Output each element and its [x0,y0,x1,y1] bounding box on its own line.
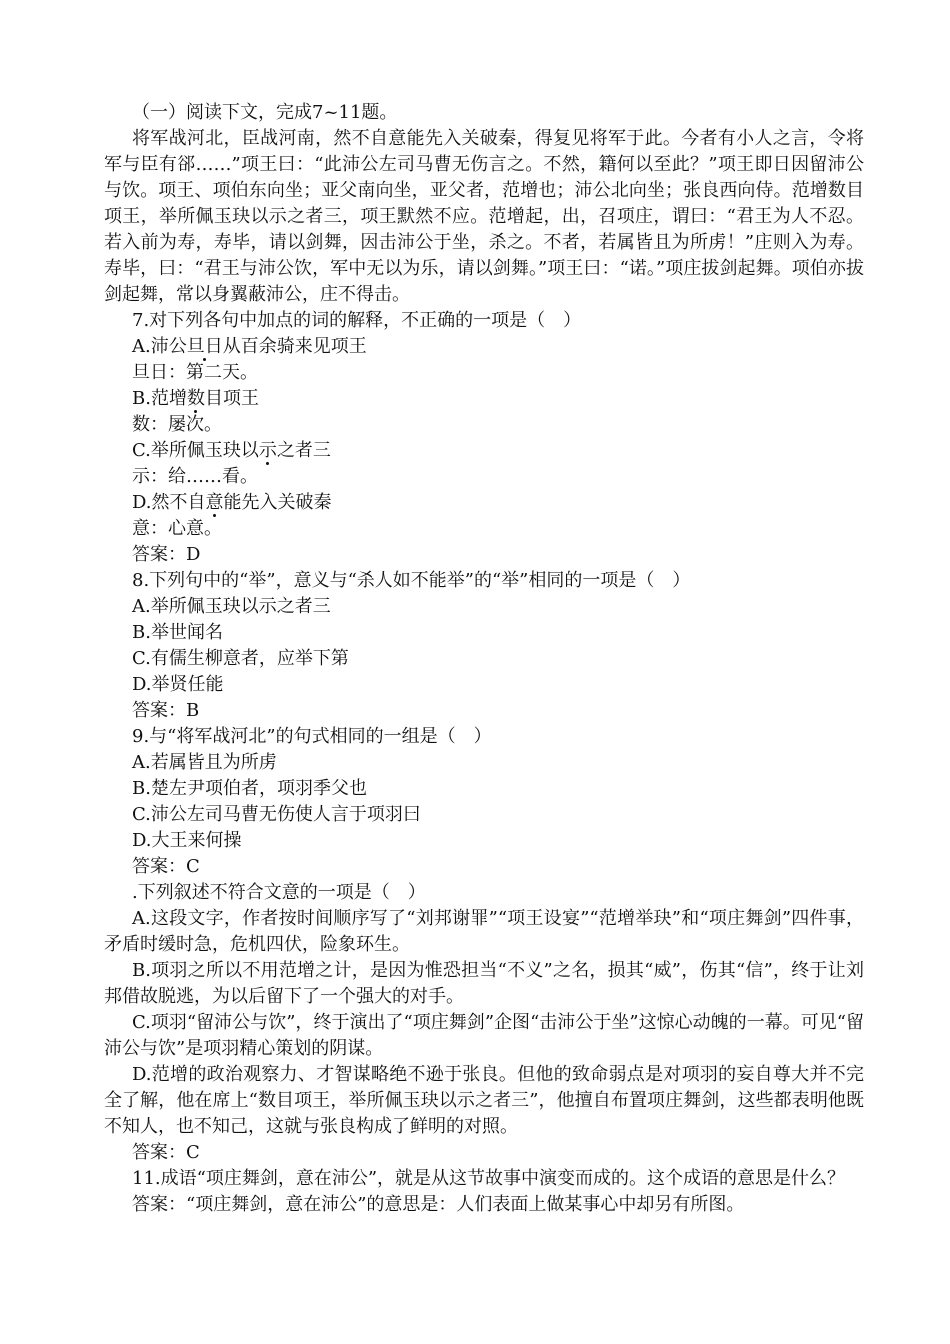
option-text: C.举所佩玉玦以 [132,440,259,461]
q9-answer: 答案：C [132,856,200,877]
q7-stem: 7.对下列各句中加点的词的解释，不正确的一项是（ ） [132,310,582,331]
q7-answer: 答案：D [132,544,201,565]
option-text: A.沛公 [132,336,187,357]
q7-explanation-d: 意：心意。 [132,518,222,539]
dotted-word: 旦日 [186,336,223,357]
dotted-word: 数 [186,388,205,409]
q7-option-d [104,490,864,516]
q9-option-b: B.楚左尹项伯者，项羽季父也 [132,778,367,799]
q11-stem: 11.成语“项庄舞剑，意在沛公”，就是从这节故事中演变而成的。这个成语的意思是什么？ [132,1168,846,1189]
q7-explanation-c: 示：给……看。 [132,466,258,487]
option-text: 目项王 [204,388,259,409]
q9-option-c: C.沛公左司马曹无伤使人言于项羽曰 [132,804,421,825]
q7-option-c [104,438,864,464]
q7-explanation-b: 数：屡次。 [132,414,222,435]
q9-stem: 9.与“将军战河北”的句式相同的一组是（ ） [132,726,492,747]
option-text: 从百余骑来见项王 [222,336,367,357]
q7-option-a [104,334,864,360]
q7-option-b [104,386,864,412]
q8-stem: 8.下列句中的“举”，意义与“杀人如不能举”的“举”相同的一项是（ ） [132,570,691,591]
q9-option-a: A.若属皆且为所虏 [132,752,277,773]
q10-stem: .下列叙述不符合文意的一项是（ ） [132,882,426,903]
option-text: 之者三 [276,440,331,461]
q8-option-a: A.举所佩玉玦以示之者三 [132,596,331,617]
q9-option-d: D.大王来何操 [132,830,242,851]
q10-option-a: A.这段文字，作者按时间顺序写了“刘邦谢罪”“项王设宴”“范增举玦”和“项庄舞剑”四件事，矛盾时缓时急，危机四伏，险象环生。 [104,908,864,955]
option-text: D.然不自 [132,492,206,513]
option-text: 能先入关破秦 [223,492,332,513]
section-heading: （一）阅读下文，完成7~11题。 [132,102,398,123]
q10-option-d: D.范增的政治观察力、才智谋略绝不逊于张良。但他的致命弱点是对项羽的妄自尊大并不完全了解，他在席上“数目项王，举所佩玉玦以示之者三”，他擅自布置项庄舞剑，这些都表明他既不知人，也不知己，这就与张良构成了鲜明的对照。 [104,1064,864,1137]
q8-option-b: B.举世闻名 [132,622,223,643]
passage-paragraph: 将军战河北，臣战河南，然不自意能先入关破秦，得复见将军于此。今者有小人之言，令将军与臣有郤……”项王曰：“此沛公左司马曹无伤言之。不然，籍何以至此？”项王即日因留沛公与饮。项王、项伯东向坐；亚父南向坐，亚父者，范增也；沛公北向坐；张良西向侍。范增数目项王，举所佩玉玦以示之者三，项王默然不应。范增起，出，召项庄，谓曰：“君王为人不忍。若入前为寿，寿毕，请以剑舞，因击沛公于坐，杀之。不者，若属皆且为所虏！”庄则入为寿。寿毕，曰：“君王与沛公饮，军中无以为乐，请以剑舞。”项王曰：“诺。”项庄拔剑起舞。项伯亦拔剑起舞，常以身翼蔽沛公，庄不得击。 [104,128,864,305]
document-content [104,100,864,1218]
q7-explanation-a: 旦日：第二天。 [132,362,258,383]
q8-option-d: D.举贤任能 [132,674,224,695]
q11-answer: 答案：“项庄舞剑，意在沛公”的意思是：人们表面上做某事心中却另有所图。 [132,1194,745,1215]
option-text: B.范增 [132,388,187,409]
q8-option-c: C.有儒生柳意者，应举下第 [132,648,349,669]
q10-option-b: B.项羽之所以不用范增之计，是因为惟恐担当“不义”之名，损其“威”，伤其“信”，终于让刘邦借故脱逃，为以后留下了一个强大的对手。 [104,960,864,1007]
q8-answer: 答案：B [132,700,200,721]
q10-option-c: C.项羽“留沛公与饮”，终于演出了“项庄舞剑”企图“击沛公于坐”这惊心动魄的一幕。可见“留沛公与饮”是项羽精心策划的阴谋。 [104,1012,864,1059]
dotted-word: 示 [258,440,277,461]
q10-answer: 答案：C [132,1142,200,1163]
dotted-word: 意 [205,492,224,513]
